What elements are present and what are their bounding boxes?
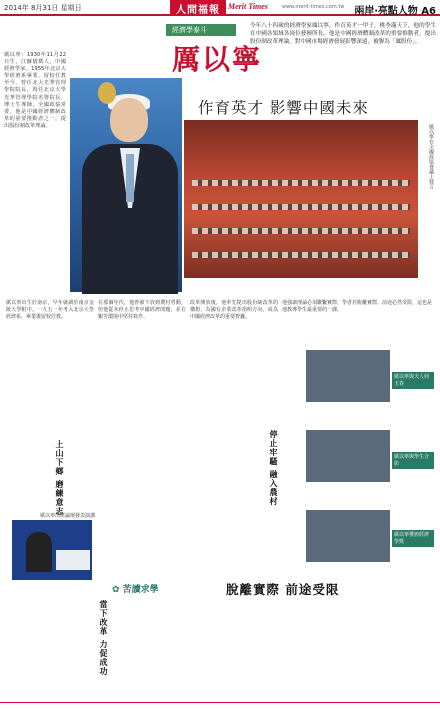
- speaker-shape: [26, 532, 52, 572]
- photo-students: [306, 430, 390, 482]
- body-column-3: 改革開放後，他率先提出股份制改革的構想，為國有企業改革指明方向，成為中國經濟改革的重要智囊。: [190, 300, 278, 320]
- subhead: 停止牢騷 融入農村: [269, 430, 278, 506]
- section-title: 脫離實際 前途受限: [226, 582, 340, 597]
- assembly-caption: 厲以寧在全國政協會議上發言: [428, 124, 434, 189]
- photo-couple: [306, 350, 390, 402]
- seat-row: [192, 180, 410, 186]
- portrait-photo: [70, 78, 182, 292]
- speech-caption: 厲以寧出席論壇發表演講: [40, 513, 96, 519]
- trophy-icon: [98, 82, 116, 104]
- issue-date: 2014年 8月31日 星期日: [4, 4, 82, 12]
- lede-paragraph: 今年八十四歲的經濟學家厲以寧，作育英才一甲子，桃李滿天下，他的學生在中國各領域各崗位發揮所長。他是中國經濟體制改革的重要推動者，提出股份制改革理論，對中國市場經濟發展影響深遠，被譽為「厲股份」。: [250, 23, 436, 45]
- seat-row: [192, 204, 410, 210]
- assembly-photo: [184, 120, 418, 278]
- photo-caption: 厲以寧獲頒經濟學獎: [392, 530, 434, 547]
- seat-row: [192, 252, 410, 258]
- newspaper-url: www.merit-times.com.tw: [282, 4, 345, 10]
- body-column-2: 在那個年代，他曾被下放到農村勞動，但他從未停止思考中國經濟問題，並在艱苦環境中堅持寫作。: [98, 300, 186, 320]
- photo-award: [306, 510, 390, 562]
- body-column-1: 厲以寧出生於南京，早年就讀於南京金陵大學附中。一九五一年考入北京大學經濟系，畢業後留校任教。: [6, 300, 94, 320]
- headline-subtitle: 作育英才 影響中國未來: [198, 99, 369, 117]
- kicker-label: 經濟學泰斗: [166, 24, 236, 36]
- photo-caption: 厲以寧與學生合影: [392, 452, 434, 469]
- newspaper-logo: 人間福報: [170, 0, 226, 15]
- headline-name: 厲以寧: [172, 43, 263, 76]
- face-shape: [110, 98, 148, 142]
- body-column-4: 他強調理論必須聯繫實際，學者若脫離實際，前途必然受限，這也是他教導學生最重要的一課。: [282, 300, 433, 313]
- seat-row: [192, 228, 410, 234]
- tie-shape: [126, 154, 134, 202]
- subhead: 上山下鄉 磨練意志: [55, 440, 64, 516]
- lectern-sign-shape: [56, 550, 90, 570]
- photo-caption: 厲以寧與夫人何玉春: [392, 372, 434, 389]
- subhead: 當下改革 力促成功: [99, 600, 108, 676]
- section-label: 兩岸‧亮點人物 A6: [354, 6, 436, 17]
- speech-photo: [12, 520, 92, 580]
- profile-caption: 厲以寧：1930年11月22日生，江蘇儀徵人，中國經濟學家。1955年北京大學經濟系畢業，留校任教至今。曾任北大光華管理學院院長，現任北京大學光華管理學院名譽院長、博士生導師，全國政協常委。他是中國經濟體制改革的重要推動者之一，提出股份制改革理論。: [4, 52, 66, 129]
- newspaper-logo-english: Merit Times: [228, 2, 268, 11]
- footer-rule: [0, 702, 440, 703]
- masthead: [0, 0, 440, 16]
- section-mark: ✿ 苦讀求學: [112, 585, 159, 595]
